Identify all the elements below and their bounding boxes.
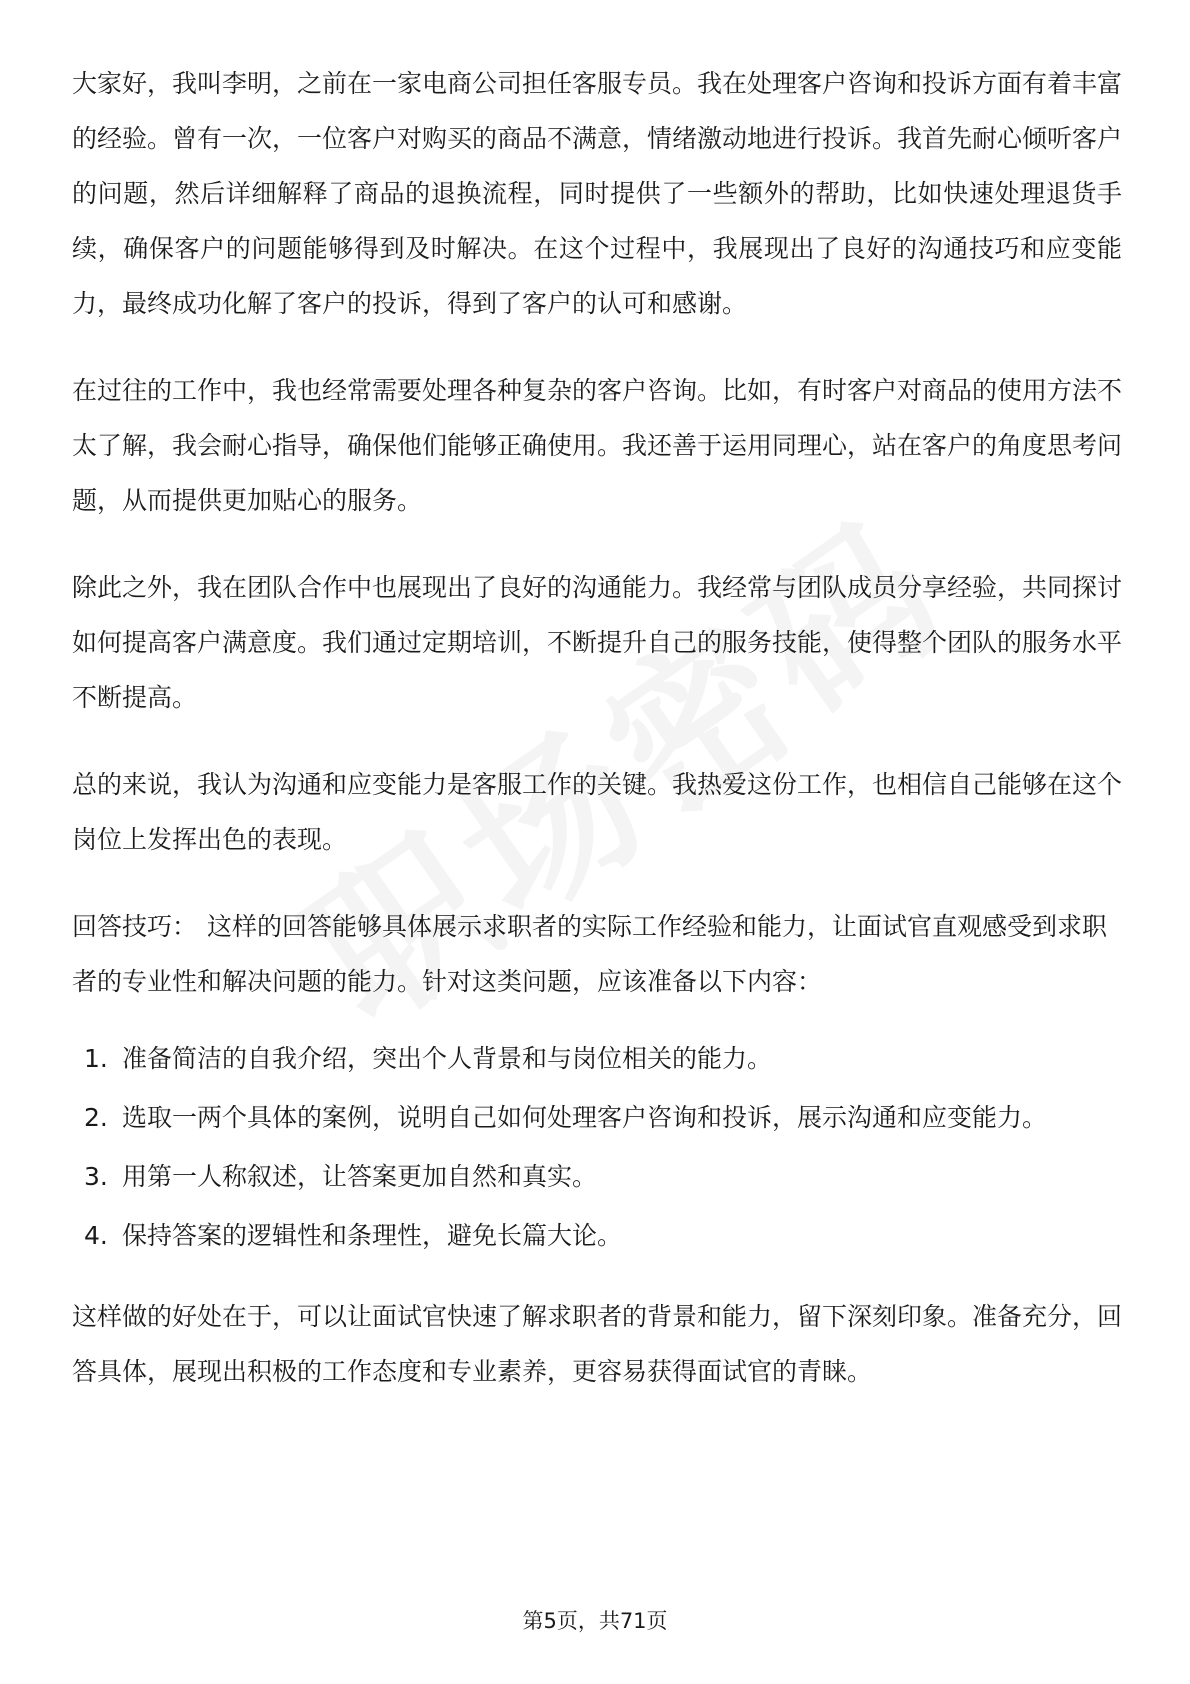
list-item: [72, 1208, 1122, 1263]
answer-tips: [72, 899, 1122, 1009]
page-number-footer: 第5页，共71页: [522, 1609, 668, 1633]
list-item-text: 用第一人称叙述，让答案更加自然和真实。: [122, 1162, 598, 1191]
closing-paragraph: 这样做的好处在于，可以让面试官快速了解求职者的背景和能力，留下深刻印象。准备充分，回答具体，展现出积极的工作态度和专业素养，更容易获得面试官的青睐。: [72, 1302, 1123, 1386]
list-item-text: 准备简洁的自我介绍，突出个人背景和与岗位相关的能力。: [122, 1044, 773, 1073]
list-item-number: 1.: [84, 1044, 108, 1073]
list-item: [72, 1031, 1122, 1086]
answer-tips-text: 这样的回答能够具体展示求职者的实际工作经验和能力，让面试官直观感受到求职者的专业性和解决问题的能力。针对这类问题，应该准备以下内容：: [72, 912, 1108, 996]
document-body: [72, 56, 1122, 1431]
answer-tips-label: 回答技巧：: [72, 912, 198, 941]
list-item-number: 2.: [84, 1103, 108, 1132]
list-item-number: 3.: [84, 1162, 108, 1191]
tips-list: [72, 1031, 1122, 1263]
paragraph-3: 除此之外，我在团队合作中也展现出了良好的沟通能力。我经常与团队成员分享经验，共同探讨如何提高客户满意度。我们通过定期培训，不断提升自己的服务技能，使得整个团队的服务水平不断提高。: [72, 573, 1123, 712]
paragraph-1: 大家好，我叫李明，之前在一家电商公司担任客服专员。我在处理客户咨询和投诉方面有着丰富的经验。曾有一次，一位客户对购买的商品不满意，情绪激动地进行投诉。我首先耐心倾听客户的问题，然后详细解释了商品的退换流程，同时提供了一些额外的帮助，比如快速处理退货手续，确保客户的问题能够得到及时解决。在这个过程中，我展现出了良好的沟通技巧和应变能力，最终成功化解了客户的投诉，得到了客户的认可和感谢。: [72, 69, 1123, 318]
list-item-number: 4.: [84, 1221, 108, 1250]
list-item: [72, 1090, 1122, 1145]
paragraph-2: 在过往的工作中，我也经常需要处理各种复杂的客户咨询。比如，有时客户对商品的使用方法不太了解，我会耐心指导，确保他们能够正确使用。我还善于运用同理心，站在客户的角度思考问题，从而提供更加贴心的服务。: [72, 376, 1123, 515]
paragraph-4: 总的来说，我认为沟通和应变能力是客服工作的关键。我热爱这份工作，也相信自己能够在这个岗位上发挥出色的表现。: [72, 770, 1123, 854]
list-item: [72, 1149, 1122, 1204]
list-item-text: 保持答案的逻辑性和条理性，避免长篇大论。: [122, 1221, 623, 1250]
list-item-text: 选取一两个具体的案例，说明自己如何处理客户咨询和投诉，展示沟通和应变能力。: [122, 1103, 1048, 1132]
